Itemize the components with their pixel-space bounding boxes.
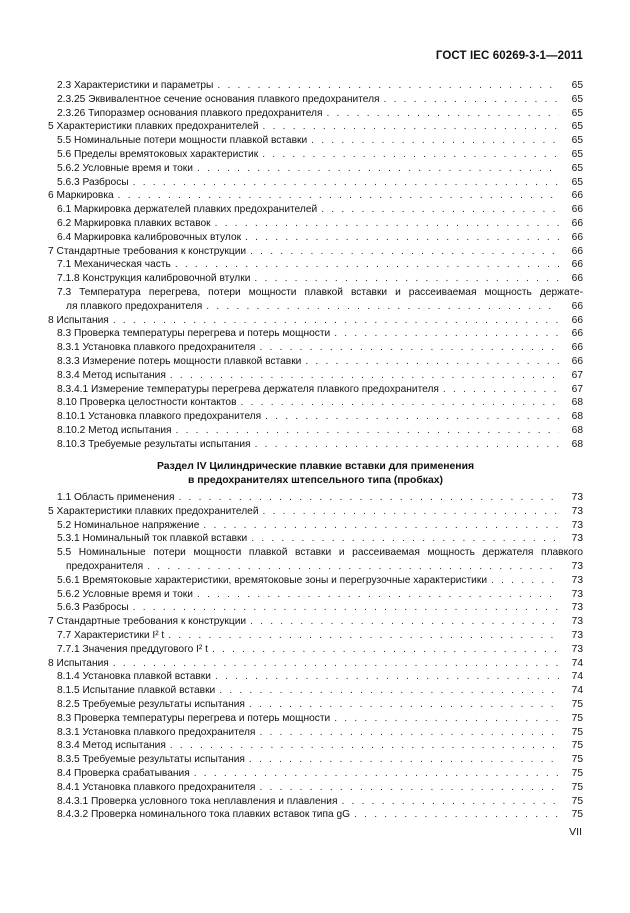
toc-entry (48, 272, 583, 286)
toc-entry (48, 615, 583, 629)
toc-entry-page: 73 (571, 588, 583, 600)
toc-entry-page: 75 (571, 740, 583, 752)
dot-leader (254, 272, 559, 286)
toc-entry-page: 66 (571, 355, 583, 367)
toc-entry (48, 327, 583, 341)
toc-entry-label: 6.4 Маркировка калибровочных втулок (57, 231, 242, 243)
toc-entry (48, 643, 583, 657)
toc-entry (48, 588, 583, 602)
toc-entry-label: 5.3.1 Номинальный ток плавкой вставки (57, 533, 248, 545)
dot-leader (251, 532, 559, 546)
toc-entry-page: 75 (571, 795, 583, 807)
toc-entry (48, 176, 583, 190)
dot-leader (265, 410, 559, 424)
dot-leader (263, 120, 559, 134)
dot-leader (215, 217, 559, 231)
dot-leader (249, 698, 559, 712)
toc-entry-label: 7.3 Температура перегрева, потери мощности плавкой вставки и рассеиваемая мощность держате- (57, 286, 583, 298)
toc-entry (48, 519, 583, 533)
toc-entry-page: 74 (571, 657, 583, 669)
toc-entry (48, 410, 583, 424)
dot-leader (170, 739, 559, 753)
toc-entry-page: 74 (571, 671, 583, 683)
toc-entry-label: 1.1 Область применения (57, 492, 175, 503)
toc-entry (48, 505, 583, 519)
toc-entry-label-continued: предохранителя (66, 560, 144, 572)
dot-leader (241, 396, 559, 410)
toc-entry-page: 75 (571, 754, 583, 766)
dot-leader (147, 560, 559, 574)
dot-leader (175, 258, 559, 272)
toc-entry (48, 601, 583, 615)
dot-leader (245, 231, 559, 245)
toc-entry (48, 148, 583, 162)
dot-leader (305, 355, 559, 369)
toc-entry-page: 73 (571, 629, 583, 641)
toc-entry-label: 8.3.4 Метод испытания (57, 740, 166, 752)
toc-entry-label: 8.1.4 Установка плавкой вставки (57, 671, 211, 683)
toc-entry-label: 8.10.2 Метод испытания (57, 424, 172, 436)
toc-entry (48, 79, 583, 93)
toc-entry (48, 670, 583, 684)
toc-entry (48, 438, 583, 452)
toc-entry-label: 5 Характеристики плавких предохранителей (48, 505, 259, 517)
toc-entry-label: 7 Стандартные требования к конструкции (48, 245, 247, 257)
toc-entry-label: 7 Стандартные требования к конструкции (48, 616, 247, 628)
toc-entry-page: 65 (571, 121, 583, 133)
toc-entry-label: 5.5 Номинальные потери мощности плавкой вставки и рассеиваемая мощность держателя плавкого (57, 547, 583, 559)
dot-leader (334, 327, 559, 341)
toc-entry-page: 73 (571, 574, 583, 586)
toc-entry-page: 66 (571, 231, 583, 243)
dot-leader (113, 314, 559, 328)
toc-entry-label: 5.6.2 Условные время и токи (57, 588, 193, 600)
dot-leader (384, 93, 559, 107)
dot-leader (178, 491, 559, 505)
dot-leader (249, 753, 559, 767)
toc-entry-label: 7.1.8 Конструкция калибровочной втулки (57, 273, 251, 285)
toc-entry-page: 73 (571, 533, 583, 545)
toc-entry (48, 767, 583, 781)
toc-entry (48, 808, 583, 822)
toc-entry (48, 781, 583, 795)
toc-entry-label: 8.2.5 Требуемые результаты испытания (57, 698, 245, 710)
toc-entry-label: 5.6.3 Разбросы (57, 602, 129, 614)
dot-leader (206, 300, 559, 314)
document-header: ГОСТ IEC 60269-3-1—2011 (435, 50, 583, 62)
toc-entry (48, 258, 583, 272)
toc-entry-page: 73 (571, 560, 583, 572)
dot-leader (259, 726, 559, 740)
toc-entry (48, 120, 583, 134)
toc-entry (48, 546, 583, 574)
dot-leader (212, 643, 559, 657)
toc-entry-page: 66 (571, 190, 583, 202)
toc-entry-label: 8.3 Проверка температуры перегрева и потерь мощности (57, 328, 331, 340)
dot-leader (250, 615, 559, 629)
dot-leader (311, 134, 559, 148)
toc-entry (48, 574, 583, 588)
toc-entry (48, 396, 583, 410)
toc-entry-label: 6.2 Маркировка плавких вставок (57, 217, 211, 229)
toc-entry-page: 66 (571, 245, 583, 257)
toc-entry (48, 217, 583, 231)
toc-entry (48, 189, 583, 203)
toc-entry (48, 314, 583, 328)
toc-entry-page: 73 (571, 602, 583, 614)
dot-leader (250, 245, 559, 259)
toc-entry (48, 134, 583, 148)
toc-entry-page: 68 (571, 438, 583, 450)
toc-entry (48, 739, 583, 753)
toc-entry (48, 231, 583, 245)
toc-entry-label: 8.3.4 Метод испытания (57, 369, 166, 381)
section-heading-line1: Раздел IV Цилиндрические плавкие вставки для применения (156, 461, 475, 472)
toc-entry-page: 66 (571, 259, 583, 271)
toc-entry-page: 68 (571, 411, 583, 423)
toc-entry-label: 5.6 Пределы времятоковых характеристик (57, 148, 259, 160)
toc-entry-label: 8.3 Проверка температуры перегрева и потерь мощности (57, 712, 331, 724)
toc-entry-page: 65 (571, 80, 583, 91)
toc-entry-page: 68 (571, 397, 583, 409)
toc-entry-page: 68 (571, 424, 583, 436)
dot-leader (215, 670, 559, 684)
dot-leader (255, 438, 559, 452)
toc-entry (48, 657, 583, 671)
toc-entry-label: 7.7 Характеристики I² t (57, 629, 165, 641)
dot-leader (354, 808, 559, 822)
toc-entry-label: 8.3.5 Требуемые результаты испытания (57, 754, 245, 766)
dot-leader (491, 574, 559, 588)
toc-entry-label: 2.3.26 Типоразмер основания плавкого предохранителя (57, 107, 323, 119)
toc-entry-label: 5.5 Номинальные потери мощности плавкой вставки (57, 135, 308, 147)
toc-entry-label: 6 Маркировка (48, 190, 114, 202)
toc-entry-page: 75 (571, 712, 583, 724)
dot-leader (197, 588, 559, 602)
toc-entry-label: 6.1 Маркировка держателей плавких предохранителей (57, 204, 318, 216)
toc-entry-label: 2.3 Характеристики и параметры (57, 80, 214, 91)
toc-entry-page: 66 (571, 300, 583, 312)
toc-entry-label: 5 Характеристики плавких предохранителей (48, 121, 259, 133)
toc-entry-label: 8.4.3.1 Проверка условного тока неплавления и плавления (57, 795, 338, 807)
toc-entry-label: 7.1 Механическая часть (57, 259, 171, 271)
toc-entry-page: 75 (571, 781, 583, 793)
dot-leader (334, 712, 559, 726)
toc-entry-label: 8.3.1 Установка плавкого предохранителя (57, 342, 256, 354)
toc-entry-label: 5.6.3 Разбросы (57, 176, 129, 188)
dot-leader (113, 657, 559, 671)
toc-entry (48, 93, 583, 107)
toc-entry (48, 107, 583, 121)
toc-entry-label: 5.6.1 Времятоковые характеристики, времятоковые зоны и перегрузочные характеристики (57, 574, 488, 586)
toc-entry (48, 629, 583, 643)
toc-entry-page: 66 (571, 217, 583, 229)
toc-entry-page: 75 (571, 726, 583, 738)
page-number: VII (569, 826, 582, 838)
dot-leader (194, 767, 559, 781)
dot-leader (263, 505, 559, 519)
dot-leader (118, 189, 559, 203)
dot-leader (133, 601, 559, 615)
dot-leader (262, 148, 559, 162)
toc-entry-page: 74 (571, 685, 583, 697)
toc-entry-page: 65 (571, 176, 583, 188)
toc-entry-label: 8 Испытания (48, 314, 109, 326)
toc-entry-page: 65 (571, 162, 583, 174)
dot-leader (443, 383, 559, 397)
toc-entry-label: 8.10.1 Установка плавкого предохранителя (57, 411, 262, 423)
dot-leader (133, 176, 559, 190)
toc-entry-label: 5.6.2 Условные время и токи (57, 162, 193, 174)
toc-entry-page: 65 (571, 93, 583, 105)
toc-entry (48, 424, 583, 438)
toc-entry (48, 491, 583, 505)
toc-entry-page: 65 (571, 135, 583, 147)
toc-entry-label: 5.2 Номинальное напряжение (57, 519, 200, 531)
table-of-contents-part2 (48, 491, 583, 822)
dot-leader (197, 162, 559, 176)
toc-entry-label: 8.3.4.1 Измерение температуры перегрева держателя плавкого предохранителя (57, 383, 439, 395)
toc-entry-label: 8.10.3 Требуемые результаты испытания (57, 438, 251, 450)
dot-leader (170, 369, 559, 383)
dot-leader (259, 781, 559, 795)
toc-entry-page: 65 (571, 107, 583, 119)
toc-entry-label: 8.3.1 Установка плавкого предохранителя (57, 726, 256, 738)
toc-entry-page: 66 (571, 342, 583, 354)
toc-entry (48, 286, 583, 314)
dot-leader (327, 107, 560, 121)
section-heading (48, 460, 583, 487)
toc-entry (48, 162, 583, 176)
toc-entry-page: 66 (571, 314, 583, 326)
toc-entry-page: 75 (571, 698, 583, 710)
toc-entry (48, 698, 583, 712)
toc-entry-page: 73 (571, 519, 583, 531)
toc-entry-page: 73 (571, 616, 583, 628)
toc-entry-page: 73 (571, 492, 583, 503)
dot-leader (217, 79, 559, 93)
toc-entry-label: 8.4.1 Установка плавкого предохранителя (57, 781, 256, 793)
toc-entry-label: 8.4.3.2 Проверка номинального тока плавких вставок типа gG (57, 809, 351, 821)
toc-entry (48, 684, 583, 698)
dot-leader (219, 684, 559, 698)
toc-entry-page: 75 (571, 767, 583, 779)
toc-entry-label-continued: ля плавкого предохранителя (66, 300, 203, 312)
dot-leader (203, 519, 559, 533)
toc-entry (48, 726, 583, 740)
section-heading-line2: в предохранителях штепсельного типа (пробках) (187, 474, 443, 486)
toc-entry-page: 66 (571, 273, 583, 285)
toc-entry-label: 2.3.25 Эквивалентное сечение основания плавкого предохранителя (57, 93, 380, 105)
toc-entry-label: 8.3.3 Измерение потерь мощности плавкой вставки (57, 355, 302, 367)
toc-entry-page: 67 (571, 369, 583, 381)
toc-entry-page: 66 (571, 328, 583, 340)
toc-entry-page: 65 (571, 148, 583, 160)
toc-entry (48, 753, 583, 767)
toc-entry-page: 67 (571, 383, 583, 395)
dot-leader (176, 424, 559, 438)
toc-entry-label: 8.1.5 Испытание плавкой вставки (57, 685, 216, 697)
toc-entry-label: 7.7.1 Значения преддугового I² t (57, 643, 208, 655)
dot-leader (341, 795, 559, 809)
dot-leader (259, 341, 559, 355)
toc-entry-label: 8 Испытания (48, 657, 109, 669)
toc-entry (48, 532, 583, 546)
toc-entry-page: 75 (571, 809, 583, 821)
toc-entry (48, 341, 583, 355)
dot-leader (168, 629, 559, 643)
toc-entry (48, 203, 583, 217)
toc-entry (48, 795, 583, 809)
table-of-contents-part1 (48, 79, 583, 452)
toc-entry-page: 73 (571, 643, 583, 655)
toc-entry (48, 712, 583, 726)
toc-entry (48, 355, 583, 369)
dot-leader (321, 203, 559, 217)
toc-entry (48, 245, 583, 259)
toc-entry (48, 383, 583, 397)
toc-entry-page: 66 (571, 204, 583, 216)
toc-entry-label: 8.4 Проверка срабатывания (57, 767, 190, 779)
toc-entry-label: 8.10 Проверка целостности контактов (57, 397, 237, 409)
toc-entry-page: 73 (571, 505, 583, 517)
toc-entry (48, 369, 583, 383)
